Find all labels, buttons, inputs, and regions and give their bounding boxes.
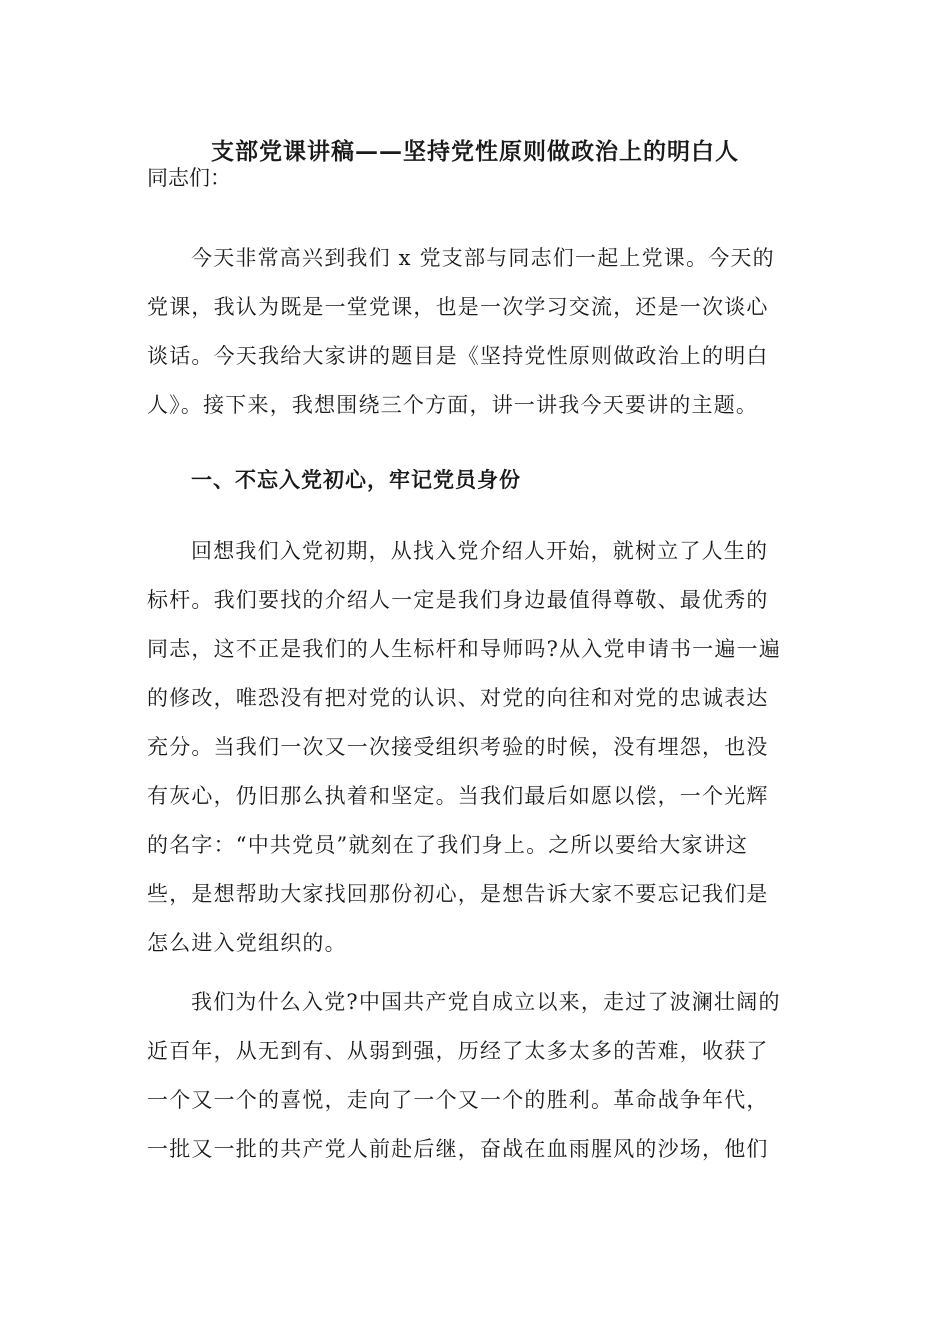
- text-line: 同志，这不正是我们的人生标杆和导师吗?从入党申请书一遍一遍: [147, 637, 782, 661]
- text-line: 的名字：“中共党员”就刻在了我们身上。之所以要给大家讲这: [147, 833, 749, 857]
- text-line: 有灰心，仍旧那么执着和坚定。当我们最后如愿以偿，一个光辉: [147, 784, 769, 808]
- text-line: 我们为什么入党?中国共产党自成立以来，走过了波澜壮阔的: [191, 990, 781, 1014]
- text-line: 近百年，从无到有、从弱到强，历经了太多太多的苦难，收获了: [147, 1039, 769, 1063]
- document-title: 支部党课讲稿——坚持党性原则做政治上的明白人: [211, 138, 739, 165]
- text-line: 一个又一个的喜悦，走向了一个又一个的胜利。革命战争年代，: [147, 1088, 769, 1112]
- body-paragraph: [147, 978, 807, 1174]
- text-line: 今天非常高兴到我们 x 党支部与同志们一起上党课。今天的: [191, 246, 775, 270]
- text-line: 怎么进入党组织的。: [147, 931, 347, 955]
- text-line: 一批又一批的共产党人前赴后继，奋战在血雨腥风的沙场，他们: [147, 1137, 769, 1161]
- intro-paragraph: [147, 234, 807, 430]
- text-line: 充分。当我们一次又一次接受组织考验的时候，没有埋怨，也没: [147, 735, 769, 759]
- text-line: 回想我们入党初期，从找入党介绍人开始，就树立了人生的: [191, 539, 769, 563]
- body-paragraph: [147, 527, 807, 968]
- text-line: 党课，我认为既是一堂党课，也是一次学习交流，还是一次谈心: [147, 295, 769, 319]
- text-line: 人》。接下来，我想围绕三个方面，讲一讲我今天要讲的主题。: [147, 393, 759, 417]
- text-line: 标杆。我们要找的介绍人一定是我们身边最值得尊敬、最优秀的: [147, 588, 769, 612]
- text-line: 的修改，唯恐没有把对党的认识、对党的向往和对党的忠诚表达: [147, 686, 769, 710]
- text-line: 些，是想帮助大家找回那份初心，是想告诉大家不要忘记我们是: [147, 882, 769, 906]
- section-heading: 一、不忘入党初心，牢记党员身份: [191, 467, 521, 492]
- text-line: 谈话。今天我给大家讲的题目是《坚持党性原则做政治上的明白: [147, 344, 769, 368]
- salutation: 同志们：: [147, 166, 231, 190]
